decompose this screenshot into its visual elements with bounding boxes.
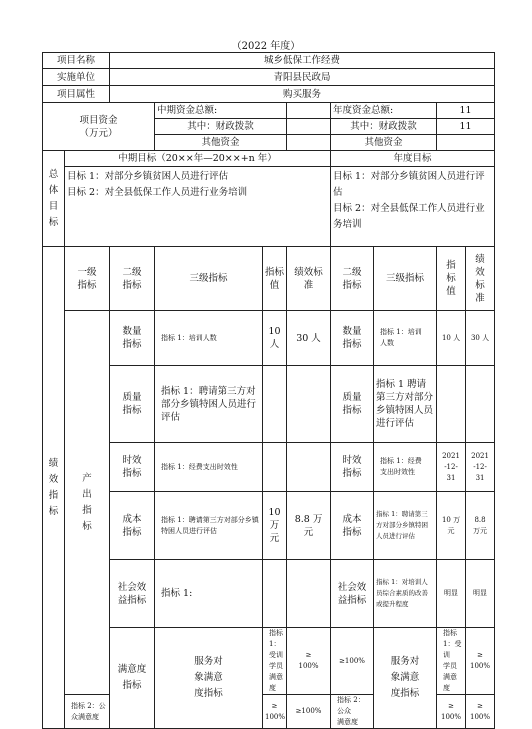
sat1-level3: 指标 1：受训学员满意度	[263, 628, 287, 695]
social-level2-year: 社会效 益指标	[331, 560, 374, 628]
sat2-standard-year: ≥ 100%	[466, 695, 495, 729]
sat2-level3-year: 指标 2：公众 满意度	[331, 695, 374, 729]
satisfaction-indicators-label: 满意度 指标	[110, 628, 155, 729]
sat1-level3-year: 指标 1：受训 学员满意度	[437, 628, 466, 695]
quality-level3: 指标 1：聘请第三方对部分乡镇特困人员进行评估	[155, 366, 263, 443]
mid-goals-text: 目标 1：对部分乡镇贫困人员进行评估 目标 2：对全县低保工作人员进行业务培训	[65, 167, 331, 247]
header-value-year: 指 标 值	[437, 247, 466, 311]
quality-value	[263, 366, 287, 443]
quality-level3-year: 指标 1 聘请第三方对部分乡镇特困人员进行评估	[374, 366, 437, 443]
project-attribute-label: 项目属性	[43, 86, 110, 103]
project-name-value: 城乡低保工作经费	[110, 53, 495, 69]
quality-level2: 质量 指标	[110, 366, 155, 443]
cost-value: 10 万 元	[263, 492, 287, 560]
sat2-standard: ≥100%	[287, 695, 331, 729]
header-level3: 三级指标	[155, 247, 263, 311]
year-goals-text: 目标 1：对部分乡镇贫困人员进行评估 目标 2：对全县低保工作人员进行业务培训	[331, 167, 495, 247]
qty-level3: 指标 1：培训人数	[155, 311, 263, 366]
year-total-value: 11	[437, 103, 495, 119]
sat-level2: 服务对 象满意 度指标	[155, 628, 263, 729]
report-year: （2022 年度）	[231, 41, 301, 52]
qty-value-year: 10 人	[437, 311, 466, 366]
qty-level3-year: 指标 1：培训 人数	[374, 311, 437, 366]
header-value: 指标 值	[263, 247, 287, 311]
year-other-value	[437, 135, 495, 151]
mid-goals-header: 中期目标（20××年—20××+n 年）	[65, 151, 331, 167]
mid-other-value	[287, 135, 331, 151]
sat1-value: ≥ 100%	[287, 628, 331, 695]
time-standard	[287, 443, 331, 492]
social-standard	[287, 560, 331, 628]
output-indicators-label: 产 出 指 标	[65, 311, 110, 695]
year-fin-value: 11	[437, 119, 495, 135]
year-goals-header: 年度目标	[331, 151, 495, 167]
qty-level2-year: 数量 指标	[331, 311, 374, 366]
project-funds-label: 项目资金 （万元）	[43, 103, 155, 151]
sat-level2-year: 服务对 象满意 度指标	[374, 628, 437, 729]
time-level3-year: 指标 1：经费 支出时效性	[374, 443, 437, 492]
sat2-level3: 指标 2：公众满意度	[65, 695, 110, 729]
social-value-year: 明显	[437, 560, 466, 628]
quality-level2-year: 质量 指标	[331, 366, 374, 443]
social-level2: 社会效 益指标	[110, 560, 155, 628]
mid-total-label: 中期资金总额:	[155, 103, 287, 119]
sat1-value-year: ≥ 100%	[466, 628, 495, 695]
social-level3-year: 指标 1：对培训人员综合素质的改善或提升程度	[374, 560, 437, 628]
cost-value-year: 10 万 元	[437, 492, 466, 560]
year-fin-label: 其中：财政拨款	[331, 119, 437, 135]
cost-level3-year: 指标 1：聘请第三方对部分乡镇特困人员进行评估	[374, 492, 437, 560]
qty-standard-year: 30 人	[466, 311, 495, 366]
implementing-unit-value: 青阳县民政局	[110, 69, 495, 86]
performance-target-table	[42, 52, 495, 729]
time-level2-year: 时效 指标	[331, 443, 374, 492]
time-standard-year: 2021 -12- 31	[466, 443, 495, 492]
social-standard-year: 明显	[466, 560, 495, 628]
quality-standard-year	[466, 366, 495, 443]
cost-level3: 指标 1：聘请第三方对部分乡镇特困人员进行评估	[155, 492, 263, 560]
mid-fin-label: 其中：财政拨款	[155, 119, 287, 135]
mid-total-value	[287, 103, 331, 119]
implementing-unit-label: 实施单位	[43, 69, 110, 86]
sat2-value: ≥ 100%	[263, 695, 287, 729]
project-name-label: 项目名称	[43, 53, 110, 69]
time-level3: 指标 1：经费支出时效性	[155, 443, 263, 492]
sat2-value-year: ≥ 100%	[437, 695, 466, 729]
header-level2: 二级 指标	[110, 247, 155, 311]
qty-standard: 30 人	[287, 311, 331, 366]
header-standard-year: 绩 效 标 准	[466, 247, 495, 311]
year-total-label: 年度资金总额:	[331, 103, 437, 119]
time-value	[263, 443, 287, 492]
mid-other-label: 其他资金	[155, 135, 287, 151]
year-other-label: 其他资金	[331, 135, 437, 151]
qty-value: 10 人	[263, 311, 287, 366]
qty-level2: 数量 指标	[110, 311, 155, 366]
social-value	[263, 560, 287, 628]
cost-standard-year: 8.8 万元	[466, 492, 495, 560]
overall-goals-label: 总 体 目 标	[43, 151, 65, 247]
cost-level2-year: 成本 指标	[331, 492, 374, 560]
performance-indicators-label: 绩 效 指 标	[43, 247, 65, 729]
social-level3: 指标 1:	[155, 560, 263, 628]
header-level3-year: 三级指标	[374, 247, 437, 311]
quality-standard	[287, 366, 331, 443]
header-level1: 一级 指标	[65, 247, 110, 311]
mid-fin-value	[287, 119, 331, 135]
cost-standard: 8.8 万 元	[287, 492, 331, 560]
time-value-year: 2021 -12- 31	[437, 443, 466, 492]
sat1-standard: ≥100%	[331, 628, 374, 695]
cost-level2: 成本 指标	[110, 492, 155, 560]
time-level2: 时效 指标	[110, 443, 155, 492]
header-level2-year: 二级 指标	[331, 247, 374, 311]
header-standard: 绩效标 准	[287, 247, 331, 311]
quality-value-year	[437, 366, 466, 443]
project-attribute-value: 购买服务	[110, 86, 495, 103]
